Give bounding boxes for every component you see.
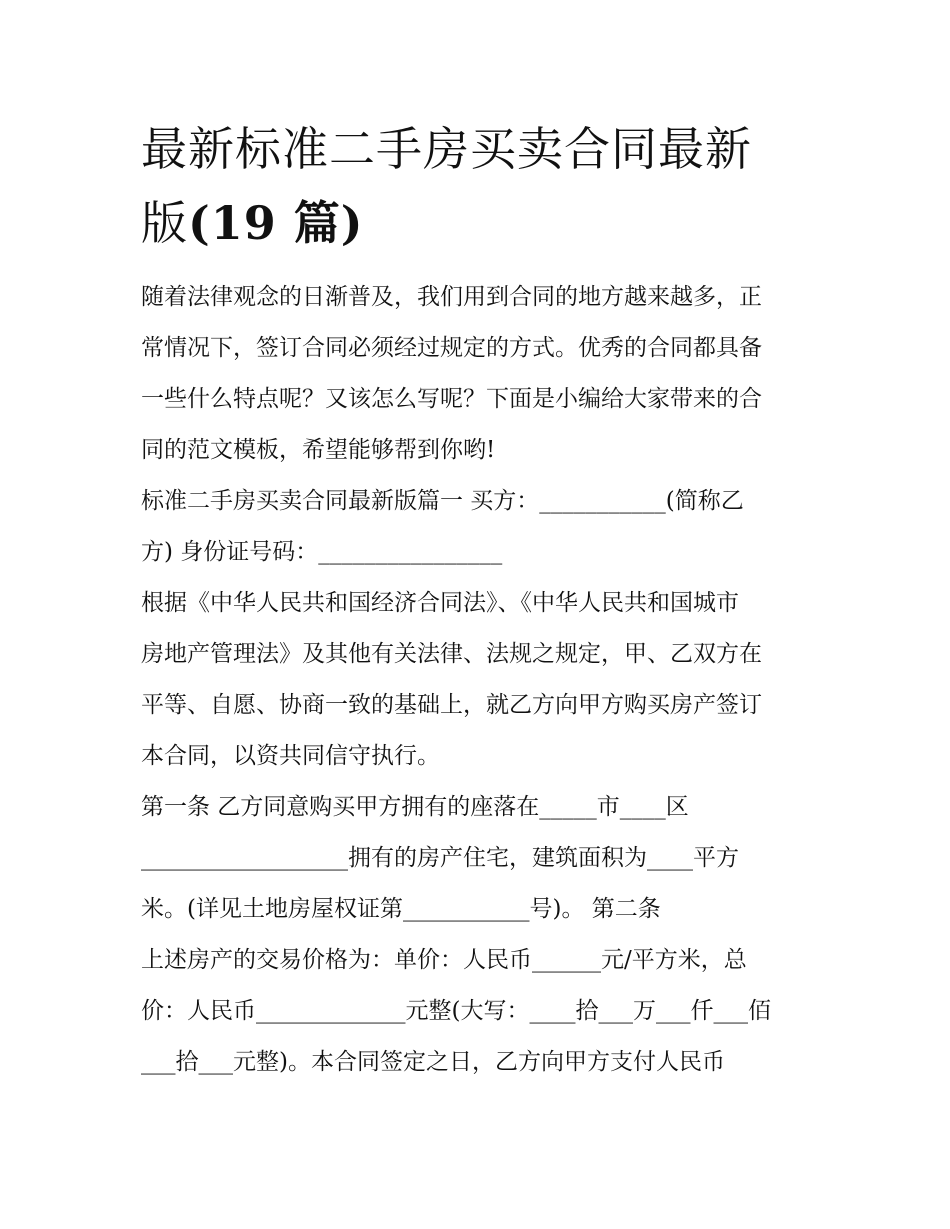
text-line: 上述房产的交易价格为：单价：人民币______元/平方米，总 (141, 947, 747, 973)
article-one-paragraph (141, 782, 813, 935)
title-line-2 (141, 186, 813, 260)
text-line: 根据《中华人民共和国经济合同法》、《中华人民共和国城市 (141, 590, 739, 616)
text-line: 米。(详见土地房屋权证第___________号)。 第二条 (141, 896, 661, 922)
text-line: 房地产管理法》及其他有关法律、法规之规定，甲、乙双方在 (141, 641, 762, 667)
title-line-2-prefix: 版 (141, 196, 188, 250)
title-count: (19 篇) (188, 196, 364, 250)
legal-basis-paragraph (141, 578, 813, 782)
intro-paragraph (141, 272, 813, 476)
text-line: 随着法律观念的日渐普及，我们用到合同的地方越来越多，正 (141, 284, 762, 310)
text-line: 一些什么特点呢？又该怎么写呢？下面是小编给大家带来的合 (141, 386, 762, 412)
document-title (141, 112, 813, 260)
text-line: 常情况下，签订合同必须经过规定的方式。优秀的合同都具备 (141, 335, 762, 361)
text-line: 同的范文模板，希望能够帮到你哟! (141, 437, 496, 463)
text-line: 标准二手房买卖合同最新版篇一 买方：___________(简称乙 (141, 488, 744, 514)
text-line: __________________拥有的房产住宅，建筑面积为____平方 (141, 845, 739, 871)
text-line: 方) 身份证号码：________________ (141, 539, 503, 565)
price-paragraph (141, 935, 813, 1088)
text-line: 平等、自愿、协商一致的基础上，就乙方向甲方购买房产签订 (141, 692, 762, 718)
buyer-info-paragraph (141, 476, 813, 578)
document-body (141, 272, 813, 1088)
text-line: 价：人民币_____________元整(大写：____拾___万___仟___佰 (141, 998, 771, 1024)
text-line: ___拾___元整)。本合同签定之日，乙方向甲方支付人民币 (141, 1049, 725, 1075)
text-line: 第一条 乙方同意购买甲方拥有的座落在_____市____区 (141, 794, 689, 820)
text-line: 本合同，以资共同信守执行。 (141, 743, 440, 769)
title-line-1: 最新标准二手房买卖合同最新 (141, 122, 752, 176)
document-page (141, 112, 813, 1088)
